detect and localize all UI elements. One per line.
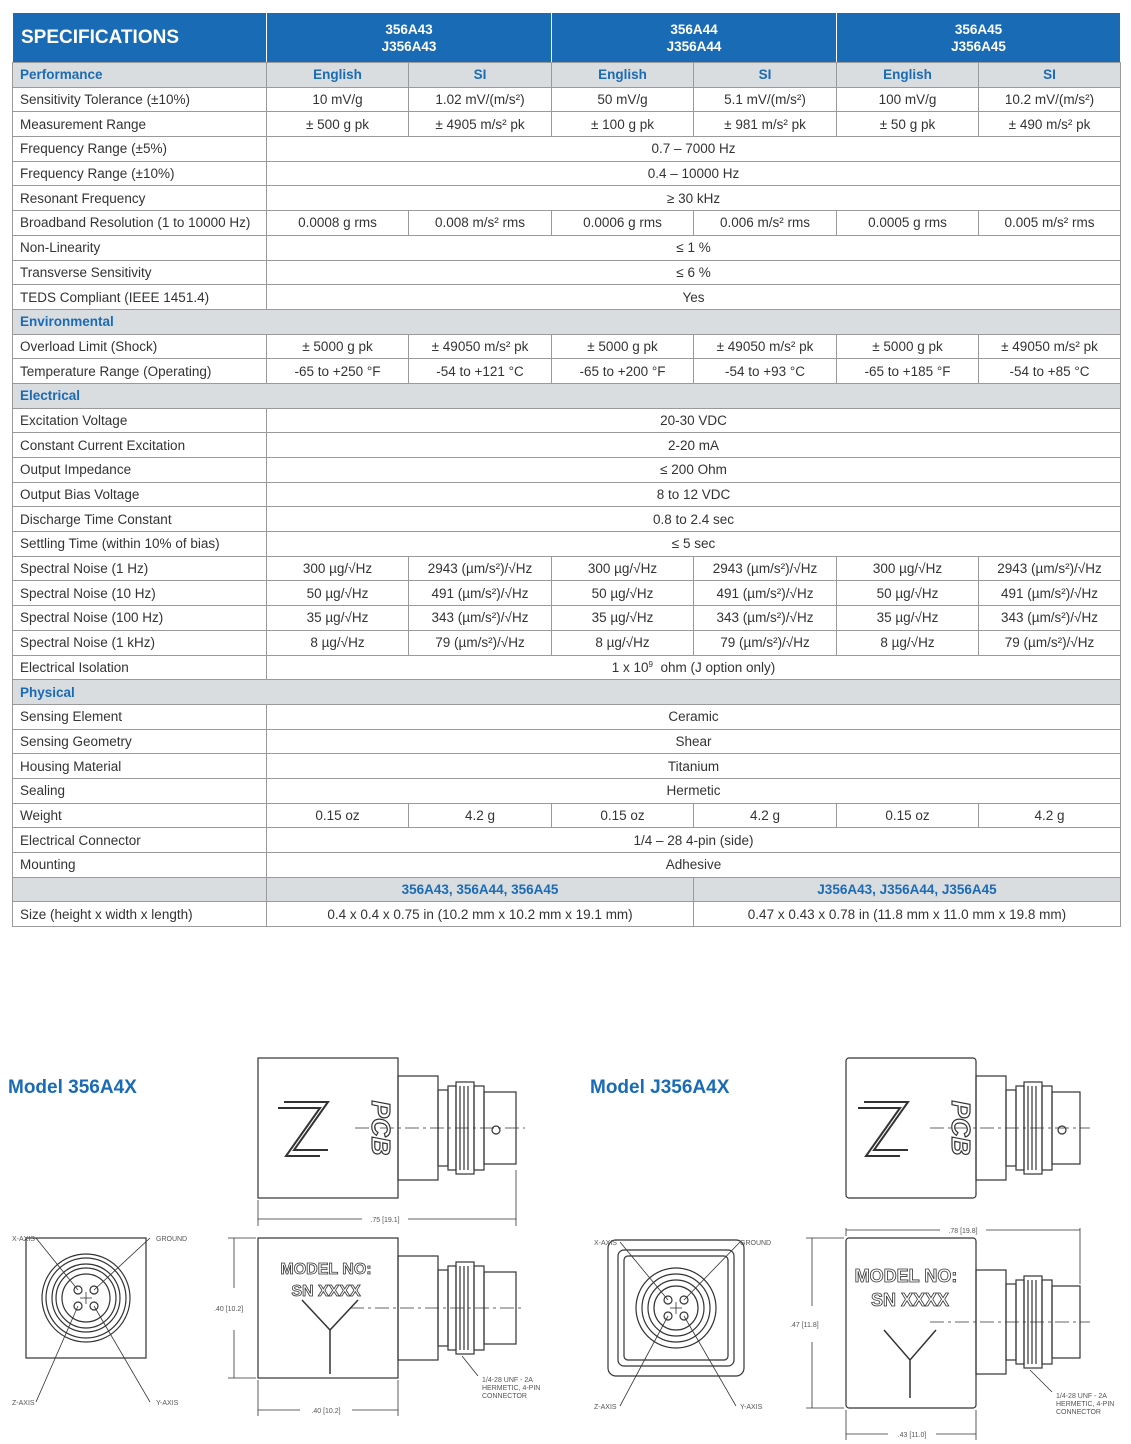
section-title: Electrical — [13, 383, 1121, 408]
cell-value: ± 4905 m/s² pk — [409, 112, 552, 137]
cell-value: 10.2 mV/(m/s²) — [979, 87, 1121, 112]
cell-value: ≤ 6 % — [267, 260, 1121, 285]
table-row — [13, 408, 1121, 433]
row-label: Frequency Range (±10%) — [13, 161, 267, 186]
cell-value: Titanium — [267, 754, 1121, 779]
right-label-y-axis: Y-AXIS — [740, 1404, 763, 1411]
section-row-electrical — [13, 383, 1121, 408]
left-model-no-text: MODEL NO: — [280, 1261, 372, 1278]
cell-value: 491 (µm/s²)/√Hz — [694, 581, 837, 606]
table-row — [13, 112, 1121, 137]
table-header-row — [13, 13, 1121, 63]
right-connector-note-3: CONNECTOR — [1056, 1409, 1101, 1416]
right-dim-length: .78 [19.8] — [948, 1228, 978, 1235]
cell-value: 79 (µm/s²)/√Hz — [694, 630, 837, 655]
table-row — [13, 556, 1121, 581]
row-label: Settling Time (within 10% of bias) — [13, 532, 267, 557]
table-row — [13, 581, 1121, 606]
cell-value: ± 50 g pk — [837, 112, 979, 137]
cell-value: -65 to +185 °F — [837, 359, 979, 384]
right-pcb-logo: PCB — [946, 1100, 976, 1156]
cell-value: 100 mV/g — [837, 87, 979, 112]
cell-value: Adhesive — [267, 853, 1121, 878]
left-connector-note-3: CONNECTOR — [482, 1393, 527, 1400]
cell-value: 0.0005 g rms — [837, 211, 979, 236]
cell-value: 0.47 x 0.43 x 0.78 in (11.8 mm x 11.0 mm x 19.8 mm) — [694, 902, 1121, 927]
unit-header: English — [837, 63, 979, 88]
cell-value: ≤ 200 Ohm — [267, 458, 1121, 483]
model-header-3: 356A45 J356A45 — [837, 13, 1121, 63]
row-label: Size (height x width x length) — [13, 902, 267, 927]
table-row — [13, 334, 1121, 359]
cell-value: 20-30 VDC — [267, 408, 1121, 433]
row-label: Output Impedance — [13, 458, 267, 483]
table-row — [13, 606, 1121, 631]
size-group-header: J356A43, J356A44, J356A45 — [694, 877, 1121, 902]
right-label-x-axis: X-AXIS — [594, 1240, 617, 1247]
cell-value: 0.15 oz — [552, 803, 694, 828]
left-y-letter — [302, 1300, 358, 1374]
right-dim-height: .47 [11.8] — [790, 1322, 819, 1329]
cell-value: 4.2 g — [979, 803, 1121, 828]
left-connector-note-2: HERMETIC, 4-PIN — [482, 1385, 541, 1392]
drawing-title-left: Model 356A4X — [8, 1077, 137, 1098]
right-connector-note-2: HERMETIC, 4-PIN — [1056, 1401, 1115, 1408]
model-header-1: 356A43 J356A43 — [267, 13, 552, 63]
cell-value: ≤ 1 % — [267, 235, 1121, 260]
section-row-performance — [13, 63, 1121, 88]
row-label: Electrical Connector — [13, 828, 267, 853]
right-dim-width: .43 [11.0] — [897, 1432, 927, 1439]
table-row — [13, 211, 1121, 236]
cell-value: 8 µg/√Hz — [837, 630, 979, 655]
right-z-letter — [858, 1108, 900, 1156]
section-title: Performance — [13, 63, 267, 88]
size-group-row — [13, 877, 1121, 902]
table-row — [13, 161, 1121, 186]
table-row — [13, 532, 1121, 557]
row-label: Output Bias Voltage — [13, 482, 267, 507]
right-label-z-axis: Z-AXIS — [594, 1404, 617, 1411]
table-row — [13, 285, 1121, 310]
cell-value: 491 (µm/s²)/√Hz — [409, 581, 552, 606]
unit-header: SI — [409, 63, 552, 88]
left-z-letter — [278, 1108, 320, 1156]
table-row — [13, 87, 1121, 112]
row-label: Broadband Resolution (1 to 10000 Hz) — [13, 211, 267, 236]
cell-value: 1 x $10^9$ ohm (J option only) — [267, 655, 1121, 680]
left-dim-height: .40 [10.2] — [214, 1306, 244, 1313]
row-label: Mounting — [13, 853, 267, 878]
cell-value: 79 (µm/s²)/√Hz — [409, 630, 552, 655]
right-connector-note-1: 1/4-28 UNF - 2A — [1056, 1393, 1107, 1400]
cell-value: 4.2 g — [694, 803, 837, 828]
table-row — [13, 458, 1121, 483]
row-label: Discharge Time Constant — [13, 507, 267, 532]
row-label: Electrical Isolation — [13, 655, 267, 680]
section-row-environmental — [13, 309, 1121, 334]
row-label: Sealing — [13, 778, 267, 803]
cell-value: 343 (µm/s²)/√Hz — [409, 606, 552, 631]
cell-value: 300 µg/√Hz — [267, 556, 409, 581]
cell-value: 2943 (µm/s²)/√Hz — [409, 556, 552, 581]
cell-value: 4.2 g — [409, 803, 552, 828]
table-row — [13, 828, 1121, 853]
row-label: Spectral Noise (10 Hz) — [13, 581, 267, 606]
table-row — [13, 902, 1121, 927]
row-label: Overload Limit (Shock) — [13, 334, 267, 359]
left-dim-length: .75 [19.1] — [370, 1217, 400, 1224]
cell-value: 50 µg/√Hz — [267, 581, 409, 606]
cell-value: 0.008 m/s² rms — [409, 211, 552, 236]
cell-value: Yes — [267, 285, 1121, 310]
right-side-view-body — [846, 1238, 976, 1408]
cell-value: -54 to +121 °C — [409, 359, 552, 384]
cell-value: 0.15 oz — [837, 803, 979, 828]
table-row — [13, 630, 1121, 655]
row-label: TEDS Compliant (IEEE 1451.4) — [13, 285, 267, 310]
cell-value: ± 490 m/s² pk — [979, 112, 1121, 137]
row-label: Temperature Range (Operating) — [13, 359, 267, 384]
cell-value: 2943 (µm/s²)/√Hz — [694, 556, 837, 581]
cell-value: 8 to 12 VDC — [267, 482, 1121, 507]
right-sn-text: SN XXXX — [870, 1290, 950, 1310]
cell-value: 0.0008 g rms — [267, 211, 409, 236]
cell-value: 0.4 – 10000 Hz — [267, 161, 1121, 186]
row-label: Weight — [13, 803, 267, 828]
cell-value: 343 (µm/s²)/√Hz — [694, 606, 837, 631]
left-dim-width: .40 [10.2] — [311, 1408, 341, 1415]
left-label-x-axis: X-AXIS — [12, 1236, 35, 1243]
cell-value: 300 µg/√Hz — [552, 556, 694, 581]
cell-value: ≥ 30 kHz — [267, 186, 1121, 211]
cell-value: 0.006 m/s² rms — [694, 211, 837, 236]
row-label: Spectral Noise (1 Hz) — [13, 556, 267, 581]
cell-value: 50 µg/√Hz — [552, 581, 694, 606]
row-label: Housing Material — [13, 754, 267, 779]
row-label: Frequency Range (±5%) — [13, 137, 267, 162]
row-label: Sensitivity Tolerance (±10%) — [13, 87, 267, 112]
row-label: Sensing Element — [13, 704, 267, 729]
left-pcb-logo: PCB — [366, 1100, 396, 1156]
cell-value: 35 µg/√Hz — [267, 606, 409, 631]
cell-value: ± 100 g pk — [552, 112, 694, 137]
cell-value: 2-20 mA — [267, 433, 1121, 458]
row-label: Resonant Frequency — [13, 186, 267, 211]
size-group-header: 356A43, 356A44, 356A45 — [267, 877, 694, 902]
left-label-y-axis: Y-AXIS — [156, 1400, 179, 1407]
cell-value: -54 to +85 °C — [979, 359, 1121, 384]
left-sn-text: SN XXXX — [291, 1283, 361, 1300]
table-row — [13, 137, 1121, 162]
cell-value: ≤ 5 sec — [267, 532, 1121, 557]
cell-value: Ceramic — [267, 704, 1121, 729]
right-y-letter — [884, 1330, 936, 1398]
drawing-title-right: Model J356A4X — [590, 1077, 730, 1098]
cell-value: 300 µg/√Hz — [837, 556, 979, 581]
unit-header: SI — [694, 63, 837, 88]
cell-value: 491 (µm/s²)/√Hz — [979, 581, 1121, 606]
table-row — [13, 359, 1121, 384]
specifications-table-container — [12, 12, 1120, 927]
cell-value: ± 49050 m/s² pk — [979, 334, 1121, 359]
cell-value: 50 mV/g — [552, 87, 694, 112]
table-row — [13, 778, 1121, 803]
unit-header: English — [552, 63, 694, 88]
table-row — [13, 260, 1121, 285]
table-row — [13, 803, 1121, 828]
cell-value: 343 (µm/s²)/√Hz — [979, 606, 1121, 631]
cell-value: 0.15 oz — [267, 803, 409, 828]
right-model-no-text: MODEL NO: — [854, 1266, 958, 1286]
table-title: SPECIFICATIONS — [13, 13, 267, 63]
table-row — [13, 482, 1121, 507]
row-label: Spectral Noise (1 kHz) — [13, 630, 267, 655]
cell-value: ± 500 g pk — [267, 112, 409, 137]
table-row — [13, 754, 1121, 779]
cell-value: ± 5000 g pk — [837, 334, 979, 359]
table-row — [13, 729, 1121, 754]
cell-value: 0.4 x 0.4 x 0.75 in (10.2 mm x 10.2 mm x 19.1 mm) — [267, 902, 694, 927]
cell-value: -54 to +93 °C — [694, 359, 837, 384]
table-row — [13, 853, 1121, 878]
row-label: Non-Linearity — [13, 235, 267, 260]
unit-header: English — [267, 63, 409, 88]
cell-value: 79 (µm/s²)/√Hz — [979, 630, 1121, 655]
row-label: Transverse Sensitivity — [13, 260, 267, 285]
cell-value: ± 5000 g pk — [267, 334, 409, 359]
model-header-2: 356A44 J356A44 — [552, 13, 837, 63]
specifications-table — [12, 12, 1121, 927]
table-row — [13, 433, 1121, 458]
cell-value: ± 49050 m/s² pk — [694, 334, 837, 359]
section-row-physical — [13, 680, 1121, 705]
cell-value: 1.02 mV/(m/s²) — [409, 87, 552, 112]
unit-header: SI — [979, 63, 1121, 88]
cell-value: 1/4 – 28 4-pin (side) — [267, 828, 1121, 853]
cell-value: Hermetic — [267, 778, 1121, 803]
outline-drawings — [0, 1020, 1131, 1444]
cell-value: 50 µg/√Hz — [837, 581, 979, 606]
row-label: Constant Current Excitation — [13, 433, 267, 458]
cell-value: ± 981 m/s² pk — [694, 112, 837, 137]
cell-value: Shear — [267, 729, 1121, 754]
table-row — [13, 655, 1121, 680]
cell-value: -65 to +250 °F — [267, 359, 409, 384]
table-row — [13, 704, 1121, 729]
cell-value: -65 to +200 °F — [552, 359, 694, 384]
left-label-ground: GROUND — [156, 1236, 188, 1243]
cell-value: 10 mV/g — [267, 87, 409, 112]
cell-value: 0.7 – 7000 Hz — [267, 137, 1121, 162]
table-row — [13, 186, 1121, 211]
row-label: Excitation Voltage — [13, 408, 267, 433]
cell-value: 35 µg/√Hz — [552, 606, 694, 631]
section-title: Environmental — [13, 309, 1121, 334]
section-title: Physical — [13, 680, 1121, 705]
empty-cell — [13, 877, 267, 902]
cell-value: 8 µg/√Hz — [552, 630, 694, 655]
table-row — [13, 507, 1121, 532]
left-connector-note-1: 1/4-28 UNF - 2A — [482, 1377, 533, 1384]
cell-value: ± 49050 m/s² pk — [409, 334, 552, 359]
left-label-z-axis: Z-AXIS — [12, 1400, 35, 1407]
table-row — [13, 235, 1121, 260]
cell-value: ± 5000 g pk — [552, 334, 694, 359]
cell-value: 8 µg/√Hz — [267, 630, 409, 655]
cell-value: 2943 (µm/s²)/√Hz — [979, 556, 1121, 581]
cell-value: 5.1 mV/(m/s²) — [694, 87, 837, 112]
cell-value: 0.005 m/s² rms — [979, 211, 1121, 236]
row-label: Spectral Noise (100 Hz) — [13, 606, 267, 631]
right-label-ground: GROUND — [740, 1240, 772, 1247]
cell-value: 0.0006 g rms — [552, 211, 694, 236]
row-label: Sensing Geometry — [13, 729, 267, 754]
row-label: Measurement Range — [13, 112, 267, 137]
cell-value: 35 µg/√Hz — [837, 606, 979, 631]
cell-value: 0.8 to 2.4 sec — [267, 507, 1121, 532]
